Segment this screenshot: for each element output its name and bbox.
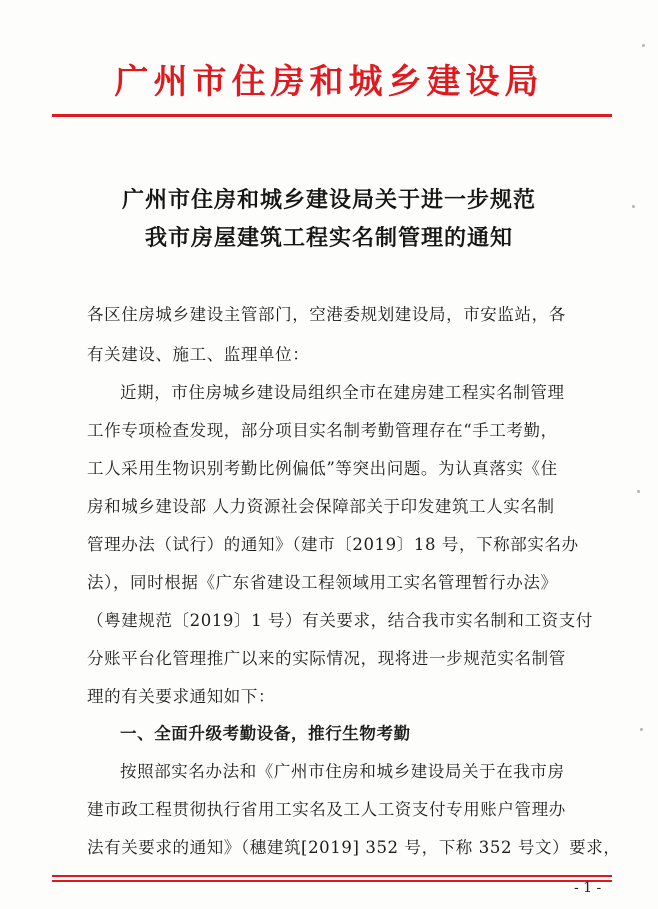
body-line: 工作专项检查发现，部分项目实名制考勤管理存在“手工考勤， [87, 421, 558, 440]
body-line: 各区住房城乡建设主管部门，空港委规划建设局，市安监站，各 [87, 305, 566, 324]
body-line: 近期，市住房城乡建设局组织全市在建房建工程实名制管理 [120, 383, 565, 402]
letterhead-org-name: 广州市住房和城乡建设局 [114, 62, 544, 102]
scan-speck [642, 44, 645, 47]
body-line: 法有关要求的通知》（穗建筑[2019] 352 号，下称 352 号文）要求， [87, 838, 621, 857]
letterhead-rule [52, 114, 612, 117]
footer-rule [52, 875, 612, 877]
body-line: 分账平台化管理推广以来的实际情况，现将进一步规范实名制管 [87, 649, 566, 668]
page-number: - 1 - [574, 880, 602, 896]
section-heading: 一、全面升级考勤设备，推行生物考勤 [120, 724, 411, 743]
body-line: 工人采用生物识别考勤比例偏低”等突出问题。为认真落实《住 [87, 459, 558, 478]
body-line: 法），同时根据《广东省建设工程领域用工实名管理暂行办法》 [87, 573, 558, 592]
body-line: 建市政工程贯彻执行省用工实名及工人工资支付专用账户管理办 [87, 800, 566, 819]
body-line: 有关建设、施工、监理单位： [87, 345, 310, 364]
body-line: 理的有关要求通知如下： [87, 687, 276, 706]
body-line: （粤建规范〔2019〕1 号）有关要求，结合我市实名制和工资支付 [87, 611, 593, 630]
document-title-line-2: 我市房屋建筑工程实名制管理的通知 [144, 225, 513, 251]
document-title-line-1: 广州市住房和城乡建设局关于进一步规范 [121, 187, 536, 213]
body-line: 房和城乡建设部 人力资源社会保障部关于印发建筑工人实名制 [87, 497, 555, 516]
body-line: 管理办法（试行）的通知》（建市〔2019〕18 号，下称部实名办 [87, 535, 579, 554]
footer-rule [52, 880, 612, 882]
scan-speck [640, 728, 643, 731]
scan-speck [637, 490, 640, 493]
body-line: 按照部实名办法和《广州市住房和城乡建设局关于在我市房 [120, 762, 565, 781]
